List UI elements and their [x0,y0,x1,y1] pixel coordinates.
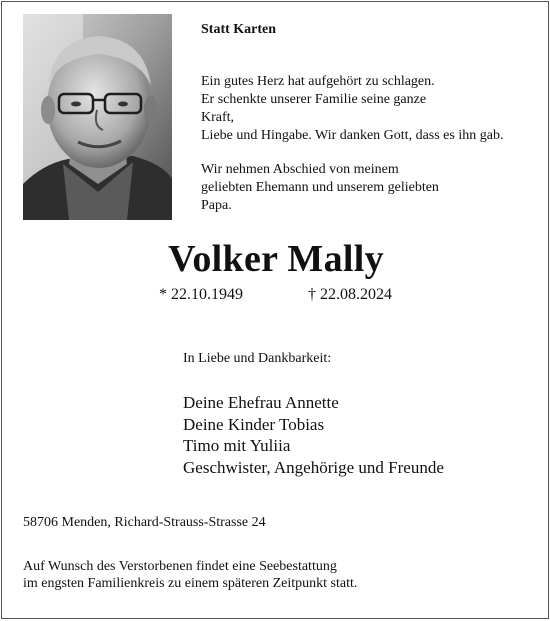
address: 58706 Menden, Richard-Strauss-Strasse 24 [23,515,266,530]
intro-line: Liebe und Hingabe. Wir danken Gott, dass es ihn gab. [201,128,504,143]
farewell-line: geliebten Ehemann und unserem geliebten [201,180,439,195]
portrait-photo [23,14,172,220]
deceased-name: Volker Mally [168,238,384,280]
mourner-line: Deine Ehefrau Annette [183,393,339,412]
obituary-card [1,1,549,619]
farewell-paragraph [201,161,531,215]
intro-paragraph [201,73,531,145]
intro-line: Kraft, [201,110,235,125]
burial-note [23,558,357,592]
intro-line: Er schenkte unserer Familie seine ganze [201,92,427,107]
mourner-line: Timo mit Yuliia [183,436,291,455]
intro-line: Ein gutes Herz hat aufgehört zu schlagen. [201,74,435,89]
note-line: Auf Wunsch des Verstorbenen findet eine Seebestattung [23,559,337,574]
farewell-line: Wir nehmen Abschied von meinem [201,162,399,177]
mourners-list [183,392,444,478]
gratitude-line: In Liebe und Dankbarkeit: [183,351,332,366]
portrait-image [23,14,172,220]
mourner-line: Deine Kinder Tobias [183,414,325,434]
birth-date: * 22.10.1949 [159,286,243,303]
farewell-line: Papa. [201,198,232,213]
mourner-line: Geschwister, Angehörige und Freunde [183,457,444,477]
heading-statt-karten: Statt Karten [201,22,277,37]
note-line: im engsten Familienkreis zu einem späteren Zeitpunkt statt. [23,576,358,591]
death-date: † 22.08.2024 [308,286,392,303]
